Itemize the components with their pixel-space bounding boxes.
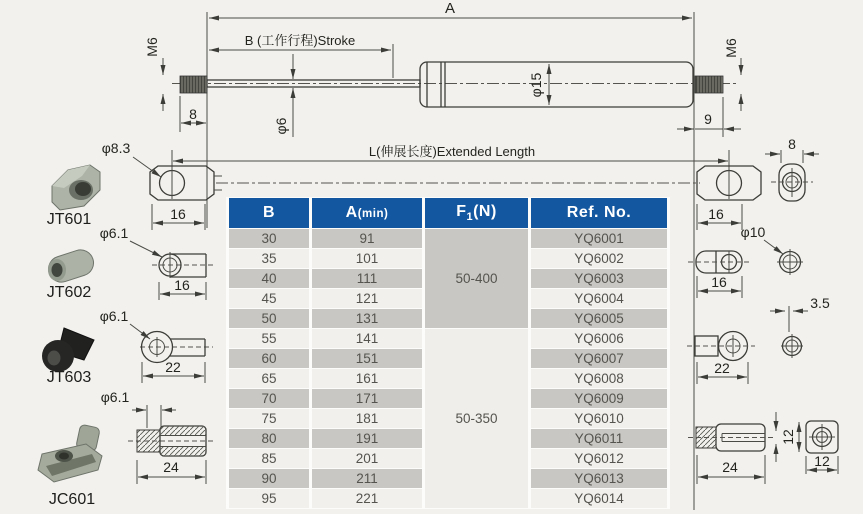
dim-8-label: 8: [189, 106, 197, 122]
jt602-photo: [45, 247, 97, 286]
clevis-front-width-label: 12: [814, 453, 830, 469]
cell-ref: YQ6002: [531, 249, 667, 268]
jc601-hole-label: φ6.1: [100, 389, 130, 405]
cell-a: 181: [312, 409, 422, 428]
cell-b: 45: [229, 289, 309, 308]
cell-ref: YQ6007: [531, 349, 667, 368]
cell-a: 191: [312, 429, 422, 448]
cell-b: 30: [229, 229, 309, 248]
cell-force-group-1: 50-400: [425, 229, 528, 328]
cell-b: 95: [229, 489, 309, 508]
jc601-code-label: JC601: [48, 491, 96, 508]
cell-a: 111: [312, 269, 422, 288]
phi15-label: φ15: [528, 72, 544, 98]
right-clevis-length-label: 24: [722, 459, 738, 475]
jt601-code-label: JT601: [46, 211, 92, 228]
cell-a: 221: [312, 489, 422, 508]
table-row: [229, 329, 667, 348]
cell-a: 141: [312, 329, 422, 348]
cell-b: 65: [229, 369, 309, 388]
header-ref-no: Ref. No.: [531, 198, 667, 228]
cell-b: 70: [229, 389, 309, 408]
cell-ref: YQ6010: [531, 409, 667, 428]
jc601-photo: [38, 424, 102, 482]
table-row: [229, 229, 667, 248]
clevis-front-height-label: 12: [780, 429, 796, 445]
cell-a: 201: [312, 449, 422, 468]
cell-b: 90: [229, 469, 309, 488]
cell-ref: YQ6011: [531, 429, 667, 448]
dim-b-label: B (工作行程)Stroke: [244, 33, 356, 48]
header-f1n: $F_1(N)$: [425, 198, 528, 228]
m6-right-label: M6: [723, 38, 739, 58]
table-header-row: [229, 198, 667, 228]
right-fitting3-front-dim-label: 3.5: [810, 295, 830, 311]
jt602-line-drawing: [152, 252, 214, 300]
cell-ref: YQ6014: [531, 489, 667, 508]
cell-ref: YQ6008: [531, 369, 667, 388]
cell-b: 85: [229, 449, 309, 468]
cell-ref: YQ6009: [531, 389, 667, 408]
cell-a: 131: [312, 309, 422, 328]
m6-left-label: M6: [144, 37, 160, 57]
right-eyelet-length-label: 16: [708, 206, 724, 222]
cell-b: 35: [229, 249, 309, 268]
dim-rod-diameter: [273, 54, 293, 137]
cell-a: 91: [312, 229, 422, 248]
jt603-hole-label: φ6.1: [99, 308, 129, 324]
cell-b: 50: [229, 309, 309, 328]
dim-9-label: 9: [704, 111, 712, 127]
right-fitting2-drawing: [688, 224, 803, 298]
right-fitting2-length-label: 16: [711, 274, 727, 290]
spec-table: [226, 197, 670, 509]
thread-left: [180, 76, 207, 93]
extended-length-label: L(伸展长度)Extended Length: [368, 144, 536, 159]
cell-ref: YQ6006: [531, 329, 667, 348]
jt601-line-drawing: [102, 140, 222, 230]
cell-b: 80: [229, 429, 309, 448]
jc601-hole-dim: [132, 405, 176, 428]
dim-overall-length: [209, 0, 692, 18]
cell-a: 211: [312, 469, 422, 488]
dim-a-label: A: [444, 0, 456, 17]
cell-ref: YQ6001: [531, 229, 667, 248]
header-a-min: A(min): [312, 198, 422, 228]
cell-a: 121: [312, 289, 422, 308]
cell-a: 171: [312, 389, 422, 408]
cell-ref: YQ6003: [531, 269, 667, 288]
gas-spring-body-drawing: [172, 62, 738, 107]
jt603-code-label: JT603: [46, 369, 92, 386]
thread-right: [695, 76, 723, 93]
dim-thread-left-length: [180, 96, 206, 132]
right-fitting3-length-label: 22: [714, 360, 730, 376]
right-clevis-drawing: [688, 412, 838, 484]
jt602-hole-label: φ6.1: [99, 225, 129, 241]
cell-a: 161: [312, 369, 422, 388]
cell-b: 55: [229, 329, 309, 348]
jt601-length-label: 16: [170, 206, 186, 222]
right-eyelet-drawing: [697, 166, 761, 230]
right-eyelet-width-label: 8: [788, 136, 796, 152]
jt602-code-label: JT602: [46, 284, 92, 301]
cell-ref: YQ6005: [531, 309, 667, 328]
cell-a: 101: [312, 249, 422, 268]
jt601-photo: [52, 165, 100, 210]
cell-b: 75: [229, 409, 309, 428]
cell-ref: YQ6013: [531, 469, 667, 488]
jt603-line-drawing: [140, 332, 213, 384]
header-b: B: [229, 198, 309, 228]
jc601-line-drawing: [128, 426, 215, 484]
cell-b: 60: [229, 349, 309, 368]
dim-stroke: [209, 33, 393, 78]
cell-b: 40: [229, 269, 309, 288]
cell-ref: YQ6004: [531, 289, 667, 308]
dim-tube-diameter: [528, 64, 549, 105]
jt602-length-label: 16: [174, 277, 190, 293]
dim-thread-left: [144, 37, 163, 111]
jt603-length-label: 22: [165, 359, 181, 375]
right-eyelet-front-view: [765, 136, 819, 201]
cylinder-tube: [420, 62, 693, 107]
cell-force-group-2: 50-350: [425, 329, 528, 508]
extended-length-view: [172, 144, 729, 183]
jc601-length-label: 24: [163, 459, 179, 475]
cell-ref: YQ6012: [531, 449, 667, 468]
phi6-label: φ6: [273, 117, 289, 135]
right-fitting3-drawing: [687, 295, 830, 384]
jt601-hole-label: φ8.3: [101, 140, 131, 156]
phi10-label: φ10: [740, 224, 766, 240]
cell-a: 151: [312, 349, 422, 368]
jt603-photo: [42, 328, 94, 372]
